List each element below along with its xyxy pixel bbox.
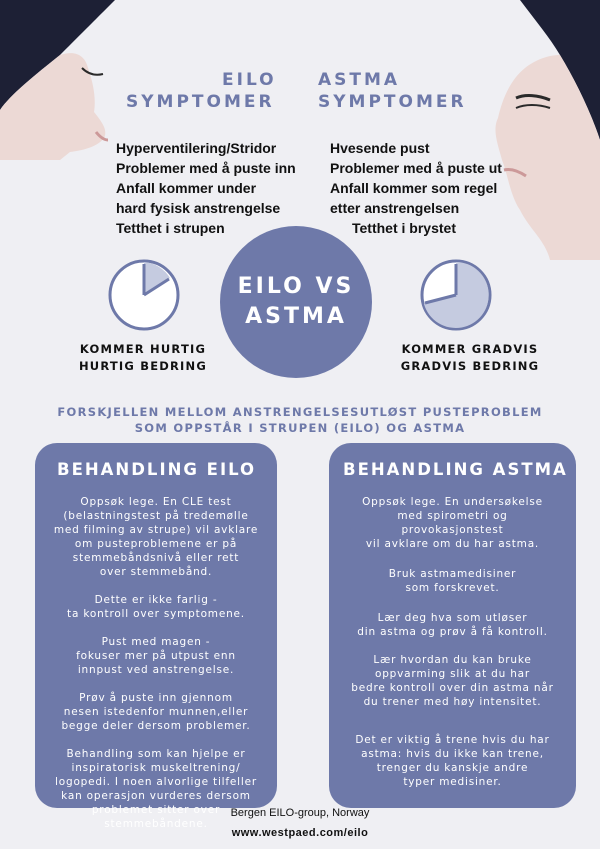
astma-treatment-panel bbox=[329, 443, 576, 808]
astma-onset-line-2: GRADVIS BEDRING bbox=[400, 359, 540, 373]
list-item: Problemer med å puste inn bbox=[116, 160, 296, 176]
eilo-treatment-panel bbox=[35, 443, 277, 830]
difference-line-1: FORSKJELLEN MELLOM ANSTRENGELSESUTLØST PUSTEPROBLEM bbox=[57, 405, 543, 419]
astma-treatment-paragraph: Lær hvordan du kan bruke oppvarming slik at du har bedre kontroll over din astma når du trener med høy intensitet. bbox=[351, 654, 554, 708]
astma-treatment-title: BEHANDLING ASTMA bbox=[343, 460, 568, 479]
astma-treatment-paragraph: Oppsøk lege. En undersøkelse med spirometri og provokasjonstest vil avklare om du har astma. bbox=[362, 496, 543, 550]
eilo-treatment-paragraph: Prøv å puste inn gjennom nesen istedenfor munnen,eller begge deler dersom problemer. bbox=[61, 692, 251, 732]
list-item: Hyperventilering/Stridor bbox=[116, 140, 277, 156]
eilo-vs-astma-badge bbox=[220, 226, 372, 378]
list-item: Tetthet i strupen bbox=[116, 220, 225, 236]
list-item: Hvesende pust bbox=[330, 140, 430, 156]
list-item: Problemer med å puste ut bbox=[330, 160, 502, 176]
footer-url[interactable]: www.westpaed.com/eilo bbox=[231, 827, 369, 839]
list-item: etter anstrengelsen bbox=[330, 200, 460, 216]
astma-heading: ASTMA bbox=[318, 70, 401, 90]
left-face-illustration bbox=[0, 0, 140, 160]
list-item: Anfall kommer som regel bbox=[330, 180, 498, 196]
list-item: Anfall kommer under bbox=[116, 180, 257, 196]
eilo-heading-symptoms: SYMPTOMER bbox=[126, 92, 275, 112]
eilo-treatment-paragraph: Dette er ikke farlig - ta kontroll over symptomene. bbox=[67, 594, 245, 620]
astma-treatment-paragraph: Det er viktig å trene hvis du har astma: hvis du ikke kan trene, trenger du kanskje andre typer medisiner. bbox=[355, 734, 550, 788]
difference-statement bbox=[30, 404, 570, 436]
footer-credit: Bergen EILO-group, Norway bbox=[230, 807, 370, 819]
eilo-treatment-paragraph: Pust med magen - fokuser mer på utpust enn innpust ved anstrengelse. bbox=[76, 636, 236, 676]
fast-clock-icon bbox=[107, 258, 181, 332]
list-item: hard fysisk anstrengelse bbox=[116, 200, 281, 216]
astma-treatment-paragraph: Lær deg hva som utløser din astma og prøv å få kontroll. bbox=[357, 612, 548, 638]
badge-line-2: ASTMA bbox=[245, 304, 347, 329]
eilo-heading: EILO bbox=[222, 70, 277, 90]
list-item: Tetthet i brystet bbox=[352, 220, 456, 236]
eilo-onset-line-1: KOMMER HURTIG bbox=[79, 342, 207, 356]
badge-line-1: EILO VS bbox=[237, 274, 355, 299]
eilo-symptom-list bbox=[116, 138, 296, 238]
astma-onset-line-1: KOMMER GRADVIS bbox=[401, 342, 539, 356]
eilo-treatment-paragraph: Behandling som kan hjelpe er inspiratorisk muskeltrening/ logopedi. I noen alvorlige tilfeller kan operasjon vurderes dersom problemet sitter over stemmebåndene. bbox=[55, 748, 257, 830]
astma-onset-label bbox=[384, 341, 556, 375]
astma-heading-symptoms: SYMPTOMER bbox=[318, 92, 467, 112]
difference-line-2: SOM OPPSTÅR I STRUPEN (EILO) OG ASTMA bbox=[134, 421, 466, 435]
eilo-treatment-title: BEHANDLING EILO bbox=[57, 460, 257, 479]
eilo-onset-label bbox=[58, 341, 228, 375]
astma-treatment-paragraph: Bruk astmamedisiner som forskrevet. bbox=[388, 568, 517, 594]
eilo-onset-line-2: HURTIG BEDRING bbox=[78, 359, 208, 373]
astma-symptom-list bbox=[330, 138, 502, 238]
slow-clock-icon bbox=[419, 258, 493, 332]
eilo-treatment-paragraph: Oppsøk lege. En CLE test (belastningstest på tredemølle med filming av strupe) vil avklare om pusteproblemene er på stemmebåndsnivå eller rett over stemmebånd. bbox=[53, 496, 259, 578]
